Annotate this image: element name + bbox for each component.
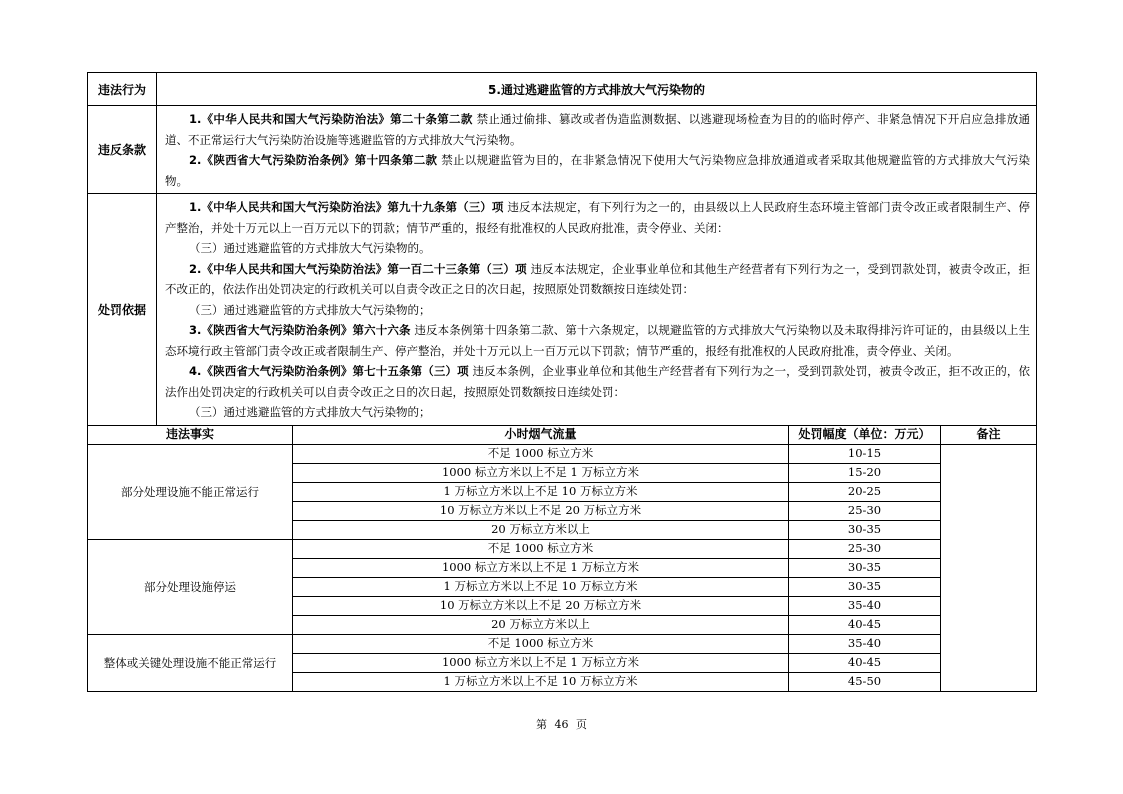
clause-item: 2.《陕西省大气污染防治条例》第十四条第二款 禁止以规避监管为目的，在非紧急情况下使用大气污染物应急排放通道或者采取其他规避监管的方式排放大气污染物。 xyxy=(165,153,1030,188)
basis-row xyxy=(88,194,1037,426)
basis-item: 3.《陕西省大气污染防治条例》第六十六条 违反本条例第十四条第二款、第十六条规定，以规避监管的方式排放大气污染物以及未取得排污许可证的，由县级以上生态环境行政主管部门责令改正或者限制生产、停产整治，并处十万元以上一百万元以下罚款；情节严重的，报经有批准权的人民政府批准，责令停业、关闭。 xyxy=(165,323,1031,358)
flow-cell: 1000 标立方米以上不足 1 万标立方米 xyxy=(293,463,789,482)
basis-subitem: （三）通过逃避监管的方式排放大气污染物的； xyxy=(189,405,431,419)
basis-item: 4.《陕西省大气污染防治条例》第七十五条第（三）项 违反本条例，企业事业单位和其他生产经营者有下列行为之一，受到罚款处罚，被责令改正，拒不改正的，依法作出处罚决定的行政机关可以自责令改正之日的次日起，按照原处罚数额按日连续处罚： xyxy=(165,364,1031,399)
header-range: 处罚幅度（单位：万元） xyxy=(789,426,941,445)
flow-cell: 不足 1000 标立方米 xyxy=(293,444,789,463)
flow-cell: 1000 标立方米以上不足 1 万标立方米 xyxy=(293,653,789,672)
note-cell xyxy=(941,444,1037,691)
range-cell: 20-25 xyxy=(789,482,941,501)
flow-cell: 10 万标立方米以上不足 20 万标立方米 xyxy=(293,501,789,520)
flow-cell: 20 万标立方米以上 xyxy=(293,615,789,634)
range-cell: 10-15 xyxy=(789,444,941,463)
violation-fact: 整体或关键处理设施不能正常运行 xyxy=(88,634,293,691)
clauses-row xyxy=(88,106,1037,194)
document-page xyxy=(87,72,1036,692)
range-cell: 25-30 xyxy=(789,501,941,520)
basis-content xyxy=(157,194,1037,426)
range-cell: 40-45 xyxy=(789,615,941,634)
range-cell: 45-50 xyxy=(789,672,941,691)
header-flow: 小时烟气流量 xyxy=(293,426,789,445)
range-cell: 30-35 xyxy=(789,577,941,596)
basis-item: 2.《中华人民共和国大气污染防治法》第一百二十三条第（三）项 违反本法规定，企业事业单位和其他生产经营者有下列行为之一，受到罚款处罚，被责令改正，拒不改正的，依法作出处罚决定的行政机关可以自责令改正之日的次日起，按照原处罚数额按日连续处罚： xyxy=(165,261,1030,296)
clauses-label: 违反条款 xyxy=(88,106,157,194)
clauses-content xyxy=(157,106,1037,194)
flow-cell: 1000 标立方米以上不足 1 万标立方米 xyxy=(293,558,789,577)
page-number: 第 46 页 xyxy=(536,718,587,731)
flow-cell: 1 万标立方米以上不足 10 万标立方米 xyxy=(293,672,789,691)
violation-fact: 部分处理设施不能正常运行 xyxy=(88,444,293,539)
basis-subitem: （三）通过逃避监管的方式排放大气污染物的。 xyxy=(189,241,431,255)
flow-cell: 10 万标立方米以上不足 20 万标立方米 xyxy=(293,596,789,615)
flow-cell: 不足 1000 标立方米 xyxy=(293,539,789,558)
flow-cell: 20 万标立方米以上 xyxy=(293,520,789,539)
table-row xyxy=(88,539,1037,558)
violation-row xyxy=(88,73,1037,106)
header-note: 备注 xyxy=(941,426,1037,445)
range-cell: 35-40 xyxy=(789,634,941,653)
header-fact: 违法事实 xyxy=(88,426,293,445)
violation-fact: 部分处理设施停运 xyxy=(88,539,293,634)
regulation-table xyxy=(87,72,1037,426)
flow-cell: 1 万标立方米以上不足 10 万标立方米 xyxy=(293,482,789,501)
range-cell: 30-35 xyxy=(789,558,941,577)
penalty-table xyxy=(87,426,1037,692)
basis-item: 1.《中华人民共和国大气污染防治法》第九十九条第（三）项 违反本法规定，有下列行为之一的，由县级以上人民政府生态环境主管部门责令改正或者限制生产、停产整治，并处十万元以上一百万元以下的罚款；情节严重的，报经有批准权的人民政府批准，责令停业、关闭： xyxy=(165,200,1030,235)
basis-label: 处罚依据 xyxy=(88,194,157,426)
basis-subitem: （三）通过逃避监管的方式排放大气污染物的； xyxy=(189,302,431,317)
table-row xyxy=(88,634,1037,653)
range-cell: 25-30 xyxy=(789,539,941,558)
flow-cell: 1 万标立方米以上不足 10 万标立方米 xyxy=(293,577,789,596)
flow-cell: 不足 1000 标立方米 xyxy=(293,634,789,653)
range-cell: 35-40 xyxy=(789,596,941,615)
range-cell: 40-45 xyxy=(789,653,941,672)
penalty-header-row xyxy=(88,426,1037,445)
clause-item: 1.《中华人民共和国大气污染防治法》第二十条第二款 禁止通过偷排、篡改或者伪造监测数据、以逃避现场检查为目的的临时停产、非紧急情况下开启应急排放通道、不正常运行大气污染防治设施等逃避监管的方式排放大气污染物。 xyxy=(165,112,1030,147)
table-row xyxy=(88,444,1037,463)
range-cell: 15-20 xyxy=(789,463,941,482)
range-cell: 30-35 xyxy=(789,520,941,539)
violation-label: 违法行为 xyxy=(88,73,157,106)
violation-title: 5.通过逃避监管的方式排放大气污染物的 xyxy=(157,73,1037,106)
